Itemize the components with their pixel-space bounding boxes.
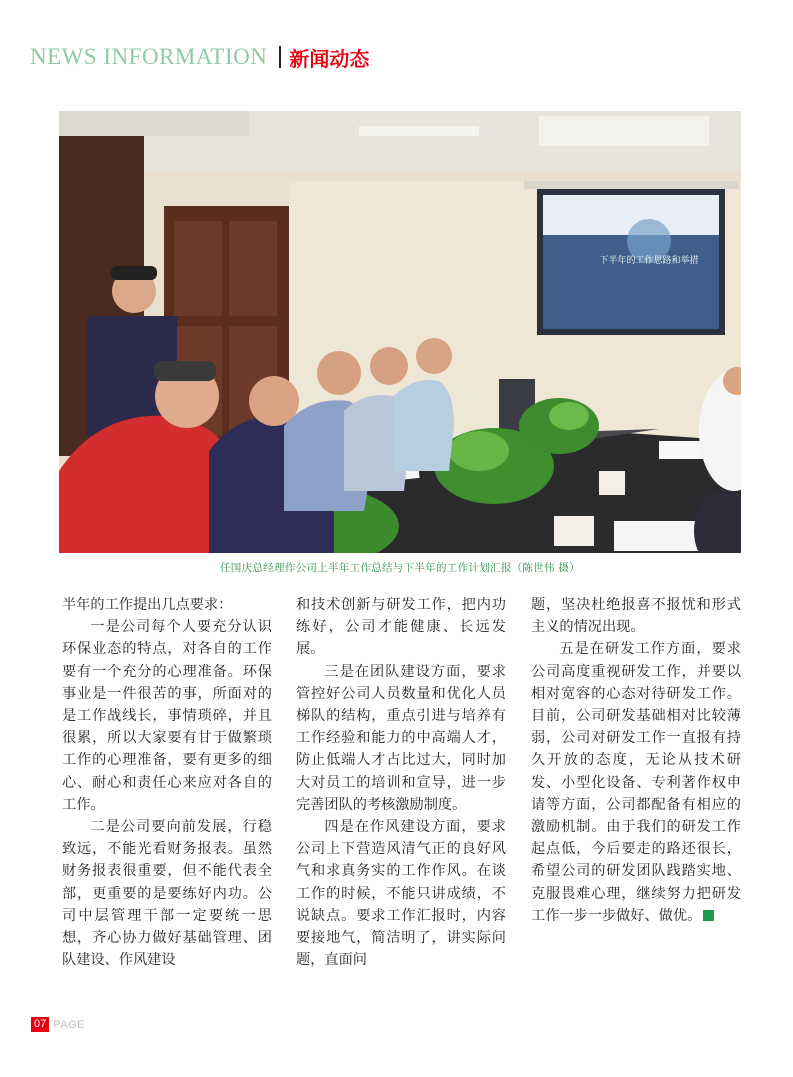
page-header [30, 40, 369, 74]
section-title-cn: 新闻动态 [289, 46, 370, 71]
text-column-1 [62, 594, 272, 971]
page-footer [31, 1017, 85, 1032]
header-divider [279, 46, 281, 68]
paragraph-text: 五是在研发工作方面，要求公司高度重视研发工作，并要以相对宽容的心态对待研发工作。目前，公司研发基础相对比较薄弱，公司对研发工作一直报有持久开放的态度，无论从技术研发、小型化设备、专利著作权申请等方面，公司都配备有相应的激励机制。由于我们的研发工作起点低，今后要走的路还很长，希望公司的研发团队践踏实地、克服畏难心理，继续努力把研发工作一步一步做好、做优。 [531, 641, 741, 924]
paragraph: 一是公司每个人要充分认识环保业态的特点，对各自的工作要有一个充分的心理准备。环保事业是一件很苦的事，所面对的是工作战线长，事情琐碎，并且很累，所以大家要有甘于做繁琐工作的心理准备，要有更多的细心、耐心和责任心来应对各自的工作。 [62, 619, 272, 813]
paragraph: 三是在团队建设方面，要求管控好公司人员数量和优化人员梯队的结构，重点引进与培养有工作经验和能力的中高端人才，防止低端人才占比过大，同时加大对员工的培训和宣导，进一步完善团队的考核激励制度。 [296, 663, 506, 813]
section-title-en: NEWS INFORMATION [30, 44, 268, 69]
text-column-3 [531, 594, 741, 927]
page-label: PAGE [53, 1018, 86, 1031]
page-number: 07 [31, 1017, 49, 1032]
photo-caption: 任国庆总经理作公司上半年工作总结与下半年的工作计划汇报（陈世伟 摄） [219, 562, 581, 574]
screen-text: 下半年的工作思路和举措 [599, 256, 699, 266]
paragraph: 二是公司要向前发展，行稳致远，不能光看财务报表。虽然财务报表很重要，但不能代表全部，更重要的是要练好内功。公司中层管理干部一定要统一思想，齐心协力做好基础管理、团队建设、作风建设 [62, 819, 272, 969]
meeting-photo [59, 111, 741, 553]
text-column-2 [296, 594, 506, 971]
end-mark-icon [703, 910, 714, 921]
paragraph: 半年的工作提出几点要求： [62, 597, 233, 613]
paragraph-last [531, 638, 741, 927]
paragraph: 题，坚决杜绝报喜不报忧和形式主义的情况出现。 [531, 597, 741, 636]
paragraph: 四是在作风建设方面，要求公司上下营造风清气正的良好风气和求真务实的工作作风。在谈工作的时候，不能只讲成绩，不说缺点。要求工作汇报时，内容要接地气，简洁明了，讲实际问题，直面问 [296, 819, 506, 969]
paragraph: 和技术创新与研发工作，把内功练好，公司才能健康、长远发展。 [296, 597, 506, 658]
